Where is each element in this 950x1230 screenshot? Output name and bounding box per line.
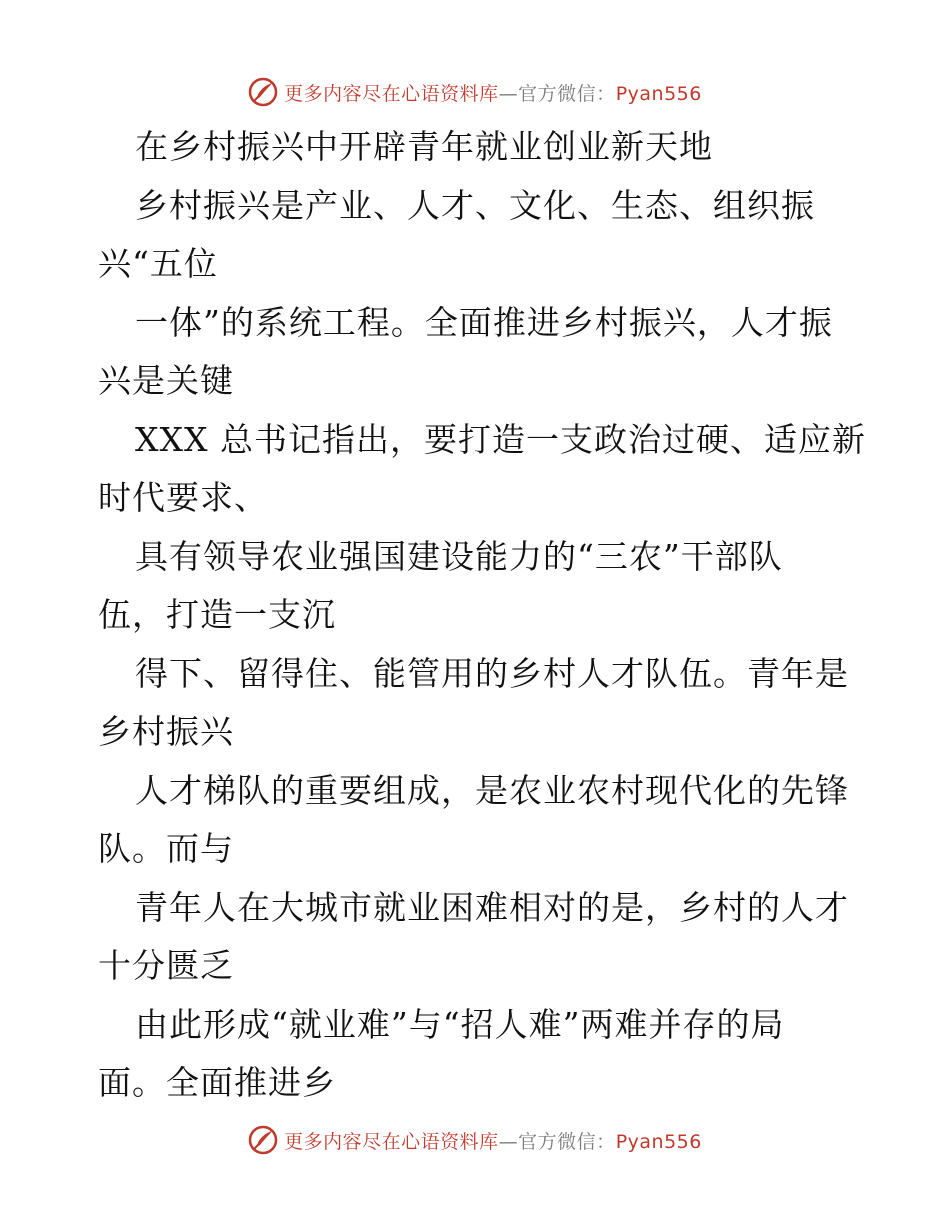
banner-dash: — [498,1130,519,1153]
footer-banner [0,1120,950,1160]
paragraph-line: 得下、留得住、能管用的乡村人才队伍。青年是 [135,653,849,693]
banner-text [284,1127,702,1154]
banner-dash: — [498,82,519,105]
banner-official-label: 官方微信： [518,1130,616,1153]
banner-main: 更多内容尽在心语资料库 [284,82,499,105]
document-body [98,118,866,1113]
banner-main: 更多内容尽在心语资料库 [284,1130,499,1153]
paragraph-line: 由此形成“就业难”与“招人难”两难并存的局 [135,1004,785,1044]
paragraph-line: 兴“五位 [98,244,218,283]
banner-wechat-id: Pyan556 [615,1130,702,1153]
paragraph-line: 人才梯队的重要组成，是农业农村现代化的先锋 [135,770,849,810]
paragraph-line: 青年人在大城市就业困难相对的是，乡村的人才 [135,887,849,927]
quill-seal-icon [248,1125,278,1155]
paragraph-line: 一体”的系统工程。全面推进乡村振兴，人才振 [135,302,833,342]
paragraph-line: 乡村振兴是产业、人才、文化、生态、组织振 [135,185,815,225]
paragraph-line: XXX 总书记指出，要打造一支政治过硬、适应新 [135,419,866,459]
paragraph-line: 乡村振兴 [98,712,234,751]
banner-wechat-id: Pyan556 [615,82,702,105]
header-banner [0,72,950,112]
paragraph-line: 队。而与 [98,829,234,868]
paragraph-line: 面。全面推进乡 [98,1063,336,1102]
banner-official-label: 官方微信： [518,82,616,105]
quill-seal-icon [248,77,278,107]
banner-text [284,79,702,106]
paragraph-line: 伍，打造一支沉 [98,595,336,634]
document-title: 在乡村振兴中开辟青年就业创业新天地 [135,127,713,166]
paragraph-line: 具有领导农业强国建设能力的“三农”干部队 [135,536,783,576]
paragraph-line: 十分匮乏 [98,946,234,985]
paragraph-line: 时代要求、 [98,478,268,517]
paragraph-line: 兴是关键 [98,361,234,400]
